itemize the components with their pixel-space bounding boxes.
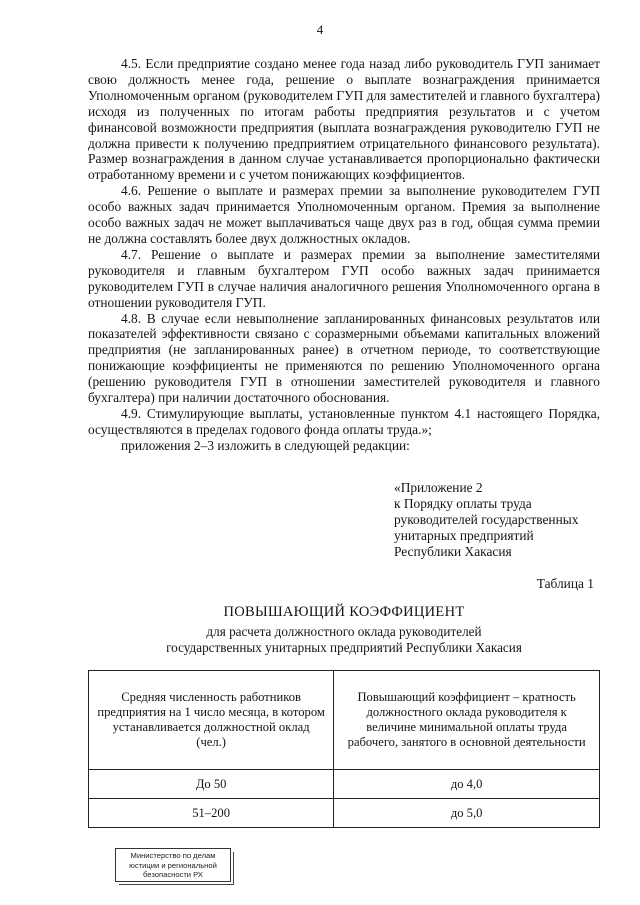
appendix-line: руководителей государственных [394,512,579,527]
paragraph-appendix-intro: приложения 2–3 изложить в следующей редакции: [121,437,410,453]
page-number: 4 [316,22,324,37]
appendix-line: «Приложение 2 [394,480,483,495]
table-subtitle [88,624,600,656]
table-row [89,799,600,828]
table-title: ПОВЫШАЮЩИЙ КОЭФФИЦИЕНТ [223,604,465,620]
table-label: Таблица 1 [536,576,594,591]
paragraph-4-8: 4.8. В случае если невыполнение запланированных финансовых результатов или показателей эффективности связано с соразмерными объемами капитальных вложений предприятия (не запланированных ранее) в отчетном периоде, то соответствующие понижающие коэффициенты не применяются по решению Уполномоченного органа (решению руководителя ГУП в отношении заместителей руководителя и главного бухгалтера) при наличии достаточного обоснования. [88,310,600,406]
paragraph-4-9: 4.9. Стимулирующие выплаты, установленные пунктом 4.1 настоящего Порядка, осуществляются в пределах годового фонда оплаты труда.»; [88,405,600,437]
appendix-line: Республики Хакасия [394,544,512,559]
table-cell: до 5,0 [334,799,600,828]
ministry-stamp [115,848,231,882]
table-subtitle-line: государственных унитарных предприятий Республики Хакасия [166,640,522,655]
paragraph-4-5: 4.5. Если предприятие создано менее года назад либо руководитель ГУП занимает свою должность менее года, решение о выплате вознаграждения принимается Уполномоченным органом (руководителем ГУП для заместителей и главного бухгалтера) исходя из полученных по итогам работы предприятия результатов и с учетом финансовой возможности предприятия (выплата вознаграждения руководителю ГУП не должна привести к получению предприятием отрицательного финансового результата). Размер вознаграждения в данном случае устанавливается пропорционально фактически отработанному времени и с учетом понижающих коэффициентов. [88,56,600,183]
table-row [89,770,600,799]
paragraph-4-6: 4.6. Решение о выплате и размерах премии за выполнение руководителем ГУП особо важных задач принимается Уполномоченным органом. Премия за выполнение особо важных задач не может выплачиваться чаще двух раз в год, общая сумма премии не должна составлять более двух должностных окладов. [88,183,600,246]
coefficient-table [88,670,600,828]
paragraph-4-7: 4.7. Решение о выплате и размерах премии за выполнение заместителями руководителя и главным бухгалтером ГУП особо важных задач принимается руководителем ГУП в случае наличия аналогичного решения Уполномоченного органа в отношении руководителя ГУП. [88,246,600,310]
table-cell: До 50 [89,770,334,799]
table-header-row [89,671,600,770]
table-subtitle-line: для расчета должностного оклада руководителей [206,624,482,639]
table-cell: до 4,0 [334,770,600,799]
appendix-line: унитарных предприятий [394,528,534,543]
table-header-cell: Средняя численность работников предприятия на 1 число месяца, в котором устанавливается должностной оклад (чел.) [89,671,334,770]
appendix-line: к Порядку оплаты труда [394,496,532,511]
stamp-line: юстиции и региональной [129,860,217,870]
stamp-line: Министерство по делам [130,851,216,860]
document-body [88,56,600,454]
appendix-heading [394,480,624,560]
table-cell: 51–200 [89,799,334,828]
table-header-cell: Повышающий коэффициент – кратность должностного оклада руководителя к величине минимальной оплаты труда рабочего, занятого в основной деятельности [334,671,600,770]
stamp-line: безопасности РХ [143,870,203,879]
